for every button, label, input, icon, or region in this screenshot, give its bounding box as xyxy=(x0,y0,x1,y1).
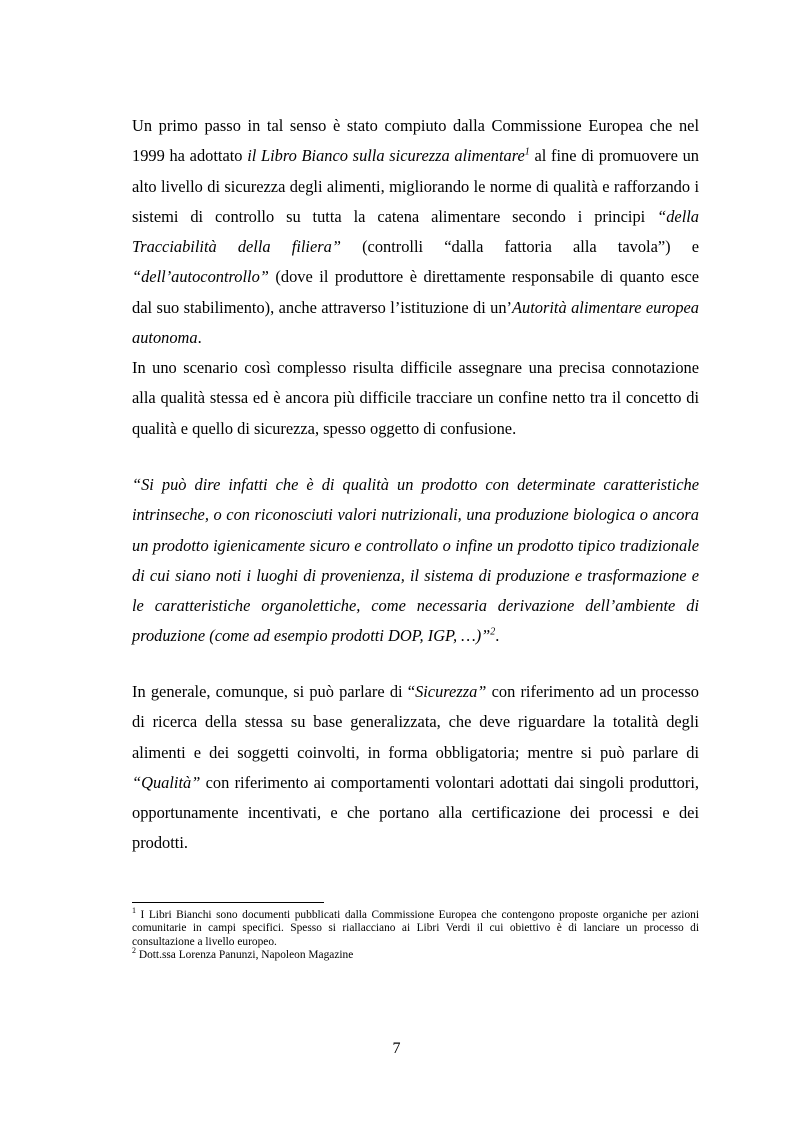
footnote-ref-2[interactable]: 2 xyxy=(490,627,496,639)
footnote-number: 2 xyxy=(132,946,136,956)
page-number: 7 xyxy=(392,1040,401,1057)
text-run: (dove il produttore è direttamente responsabile di quanto esce dal suo stabilimento), anche attraverso l’istituzione di un’ xyxy=(132,267,699,317)
paragraph-scenario-text: In uno scenario così complesso risulta difficile assegnare una precisa connotazione alla qualità stessa ed è ancora più difficile tracciare un confine netto tra il concetto di qualità e quello di sicurezza, spesso oggetto di confusione. xyxy=(132,358,699,438)
footnotes xyxy=(132,906,699,963)
paragraph-scenario xyxy=(132,353,699,444)
italic-sicurezza: Sicurezza” xyxy=(415,682,487,701)
footnote-text: Dott.ssa Lorenza Panunzi, Napoleon Magazine xyxy=(136,949,354,962)
footnote-2 xyxy=(132,946,699,962)
text-run: con riferimento ad un processo di ricerca della stessa su base generalizzata, che deve riguardare la totalità degli alimenti e dei soggetti coinvolti, in forma obbligatoria; mentre si può parlare di xyxy=(132,682,700,762)
italic-tracciabilita: “della Tracciabilità della filiera” xyxy=(132,206,699,257)
footnote-text: I Libri Bianchi sono documenti pubblicati dalla Commissione Europea che contengono proposte organiche per azioni comunitarie in campi specifici. Spesso si riallacciano ai Libri Verdi il cui obiettivo è di lanciare un processo di consultazione a livello europeo. xyxy=(132,909,699,948)
text-run: In generale, comunque, si può parlare di “ xyxy=(132,682,416,701)
text-run: (controlli “dalla fattoria alla tavola”) e xyxy=(340,237,700,257)
quote-text: “Si può dire infatti che è di qualità un prodotto con determinate caratteristiche intrinseche, o con riconosciuti valori nutrizionali, una produzione biologica o ancora un prodotto igienicamente sicuro e controllato o infine un prodotto tipico tradizionale di cui siano noti i luoghi di provenienza, il sistema di produzione e trasformazione e le caratteristiche organolettiche, come necessaria derivazione dell’ambiente di produzione (come ad esempio prodotti DOP, IGP, …)” xyxy=(132,475,699,646)
paragraph-sicurezza-qualita xyxy=(132,677,699,859)
text-run: con riferimento ai comportamenti volontari adottati dai singoli produttori, opportunamente incentivati, e che portano alla certificazione dei processi e dei prodotti. xyxy=(132,772,699,853)
text-run: al fine di promuovere un alto livello di sicurezza degli alimenti, migliorando le norme di qualità e rafforzando i sistemi di controllo su tutta la catena alimentare secondo i principi xyxy=(132,146,699,226)
footnote-ref-1[interactable]: 1 xyxy=(524,146,530,158)
text-run: . xyxy=(197,328,202,348)
quote-end: . xyxy=(495,626,500,646)
quote-block xyxy=(132,470,699,652)
italic-qualita: “Qualità” xyxy=(132,772,201,792)
footnote-1 xyxy=(132,906,699,949)
italic-autocontrollo: “dell’autocontrollo” xyxy=(132,267,269,287)
footnote-number: 1 xyxy=(132,906,136,916)
italic-libro-bianco: il Libro Bianco sulla sicurezza alimentare xyxy=(247,146,525,166)
italic-autorita: Autorità alimentare europea autonoma xyxy=(132,297,700,348)
footnote-divider xyxy=(132,902,324,903)
text-run: Un primo passo in tal senso è stato compiuto dalla Commissione Europea che nel 1999 ha adottato xyxy=(132,116,699,166)
paragraph-libro-bianco xyxy=(132,111,699,353)
